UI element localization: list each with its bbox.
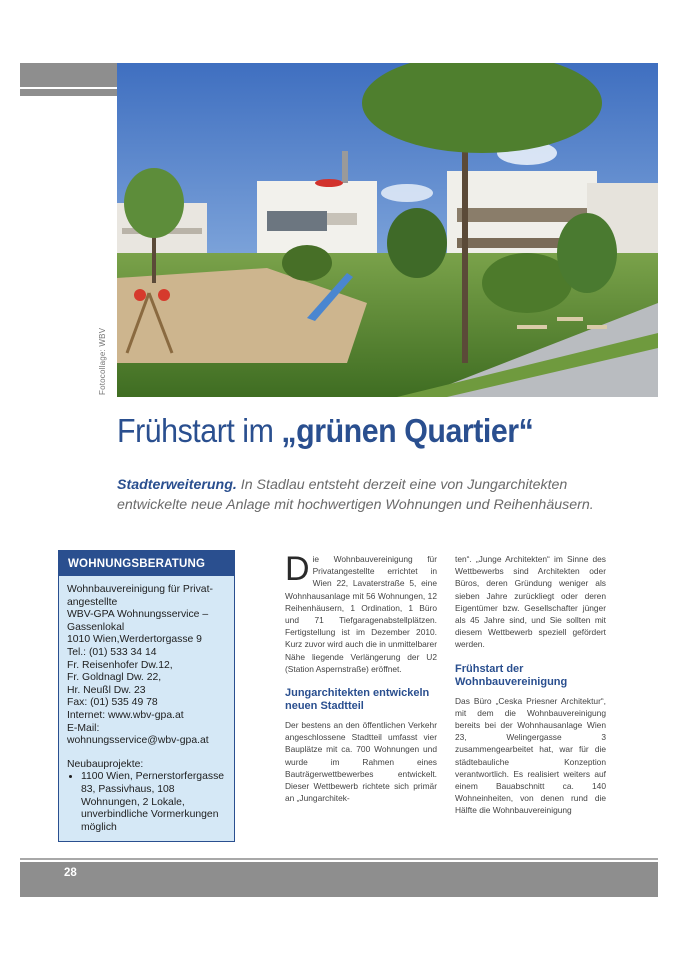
body-paragraph: ie Wohnbauvereinigung für Privatangestellte errichtet in Wien 22, Lavaterstraße 5, eine Wohnhausanlage mit 56 Wohnungen, 12 Reihenhäusern, 1 Ordination, 1 Büro und 71 Tiefgaragenabstellplätzen. Fertigstellung ist im Dezember 2010. Kurz zuvor wird auch die in unmittelbarer Nähe liegende Verlängerung der U2 (Station Aspernstraße) eröffnet. (285, 554, 437, 674)
contact-line: angestellte (67, 596, 118, 608)
contact-line: Tel.: (01) 533 34 14 (67, 646, 157, 658)
top-gray-bar (20, 63, 117, 96)
contact-line: Gassenlokal (67, 621, 125, 633)
projects-label: Neubauprojekte: (67, 758, 144, 770)
contact-line: Wohnbauvereinigung für Privat- (67, 584, 213, 595)
lead-text: In Stadlau entsteht derzeit eine von Jungarchitekten entwickelte neue Anlage mit hochwertigen Wohnungen und Reihenhäusern. (117, 477, 594, 513)
top-bar-divider (20, 87, 117, 89)
subheading: Frühstart der Wohnbauvereinigung (455, 662, 568, 688)
footer-divider (20, 858, 658, 860)
photo-credit: Fotocollage: WBV (98, 327, 107, 395)
lead-paragraph (117, 475, 637, 515)
contact-line: 1010 Wien,Werdertorgasse 9 (67, 634, 202, 646)
lead-label: Stadterweiterung. (117, 477, 237, 493)
contact-line: E-Mail: (67, 722, 100, 734)
article-column-1 (285, 550, 437, 804)
subheading: Jungarchitekten entwickeln neuen Stadtteil (285, 687, 430, 713)
contact-line: Fr. Goldnagl Dw. 22, (67, 672, 162, 684)
info-box-heading: WOHNUNGSBERATUNG (59, 551, 234, 576)
contact-line: Fax: (01) 535 49 78 (67, 697, 158, 709)
article-column-2 (455, 553, 606, 817)
headline-part2: „grünen Quartier“ (281, 412, 534, 449)
hero-image (117, 63, 658, 397)
project-item: • 1100 Wien, Pernerstorfergasse 83, Passivhaus, 108 Wohnungen, 2 Lokale, unverbindliche Vormerkungen möglich (81, 771, 226, 834)
drop-cap: D (285, 550, 310, 588)
headline-part1: Frühstart im (117, 412, 282, 449)
body-paragraph: Der bestens an den öffentlichen Verkehr angeschlossene Stadtteil umfasst vier Bauplätze mit ca. 700 Wohnungen und wurde im Rahmen eines Bauträgerwettbewerbes entwickelt. Dieser Wettbewerb richtete sich primär an „Jungarchitek- (285, 720, 437, 804)
email-link[interactable]: wohnungsservice@wbv-gpa.at (67, 735, 209, 747)
body-paragraph: Das Büro „Ceska Priesner Architektur“, mit dem die Wohnbauvereinigung bereits bei der Wohnhausanlage Wien 23, Welingergasse 3 zusammengearbeitet hat, war für die städtebauliche Konzeption verantwortlich. Es realisiert weiters auf einem Bauabschnitt ca. 140 Wohneinheiten, von denen rund die Hälfte die Wohnbauvereinigung (455, 695, 606, 816)
website-link[interactable]: Internet: www.wbv-gpa.at (67, 709, 184, 721)
info-box (58, 550, 235, 842)
body-paragraph: ten“. „Junge Architekten“ im Sinne des Wettbewerbs sind Architekten oder Büros, deren Gründung weniger als sieben Jahre zurückliegt oder deren Eigentümer bzw. Gesellschafter jünger als 45 Jahre sind, und Sie sollten mit diesem Wettbewerb speziell gefördert werden. (455, 554, 606, 650)
projects-list (67, 771, 226, 834)
contact-line: Fr. Reisenhofer Dw.12, (67, 659, 173, 671)
footer-bar (20, 862, 658, 897)
contact-line: WBV-GPA Wohnungsservice – (67, 609, 209, 621)
page-number: 28 (64, 867, 77, 879)
info-box-body (59, 576, 234, 834)
headline (117, 412, 533, 450)
contact-line: Hr. Neußl Dw. 23 (67, 684, 146, 696)
